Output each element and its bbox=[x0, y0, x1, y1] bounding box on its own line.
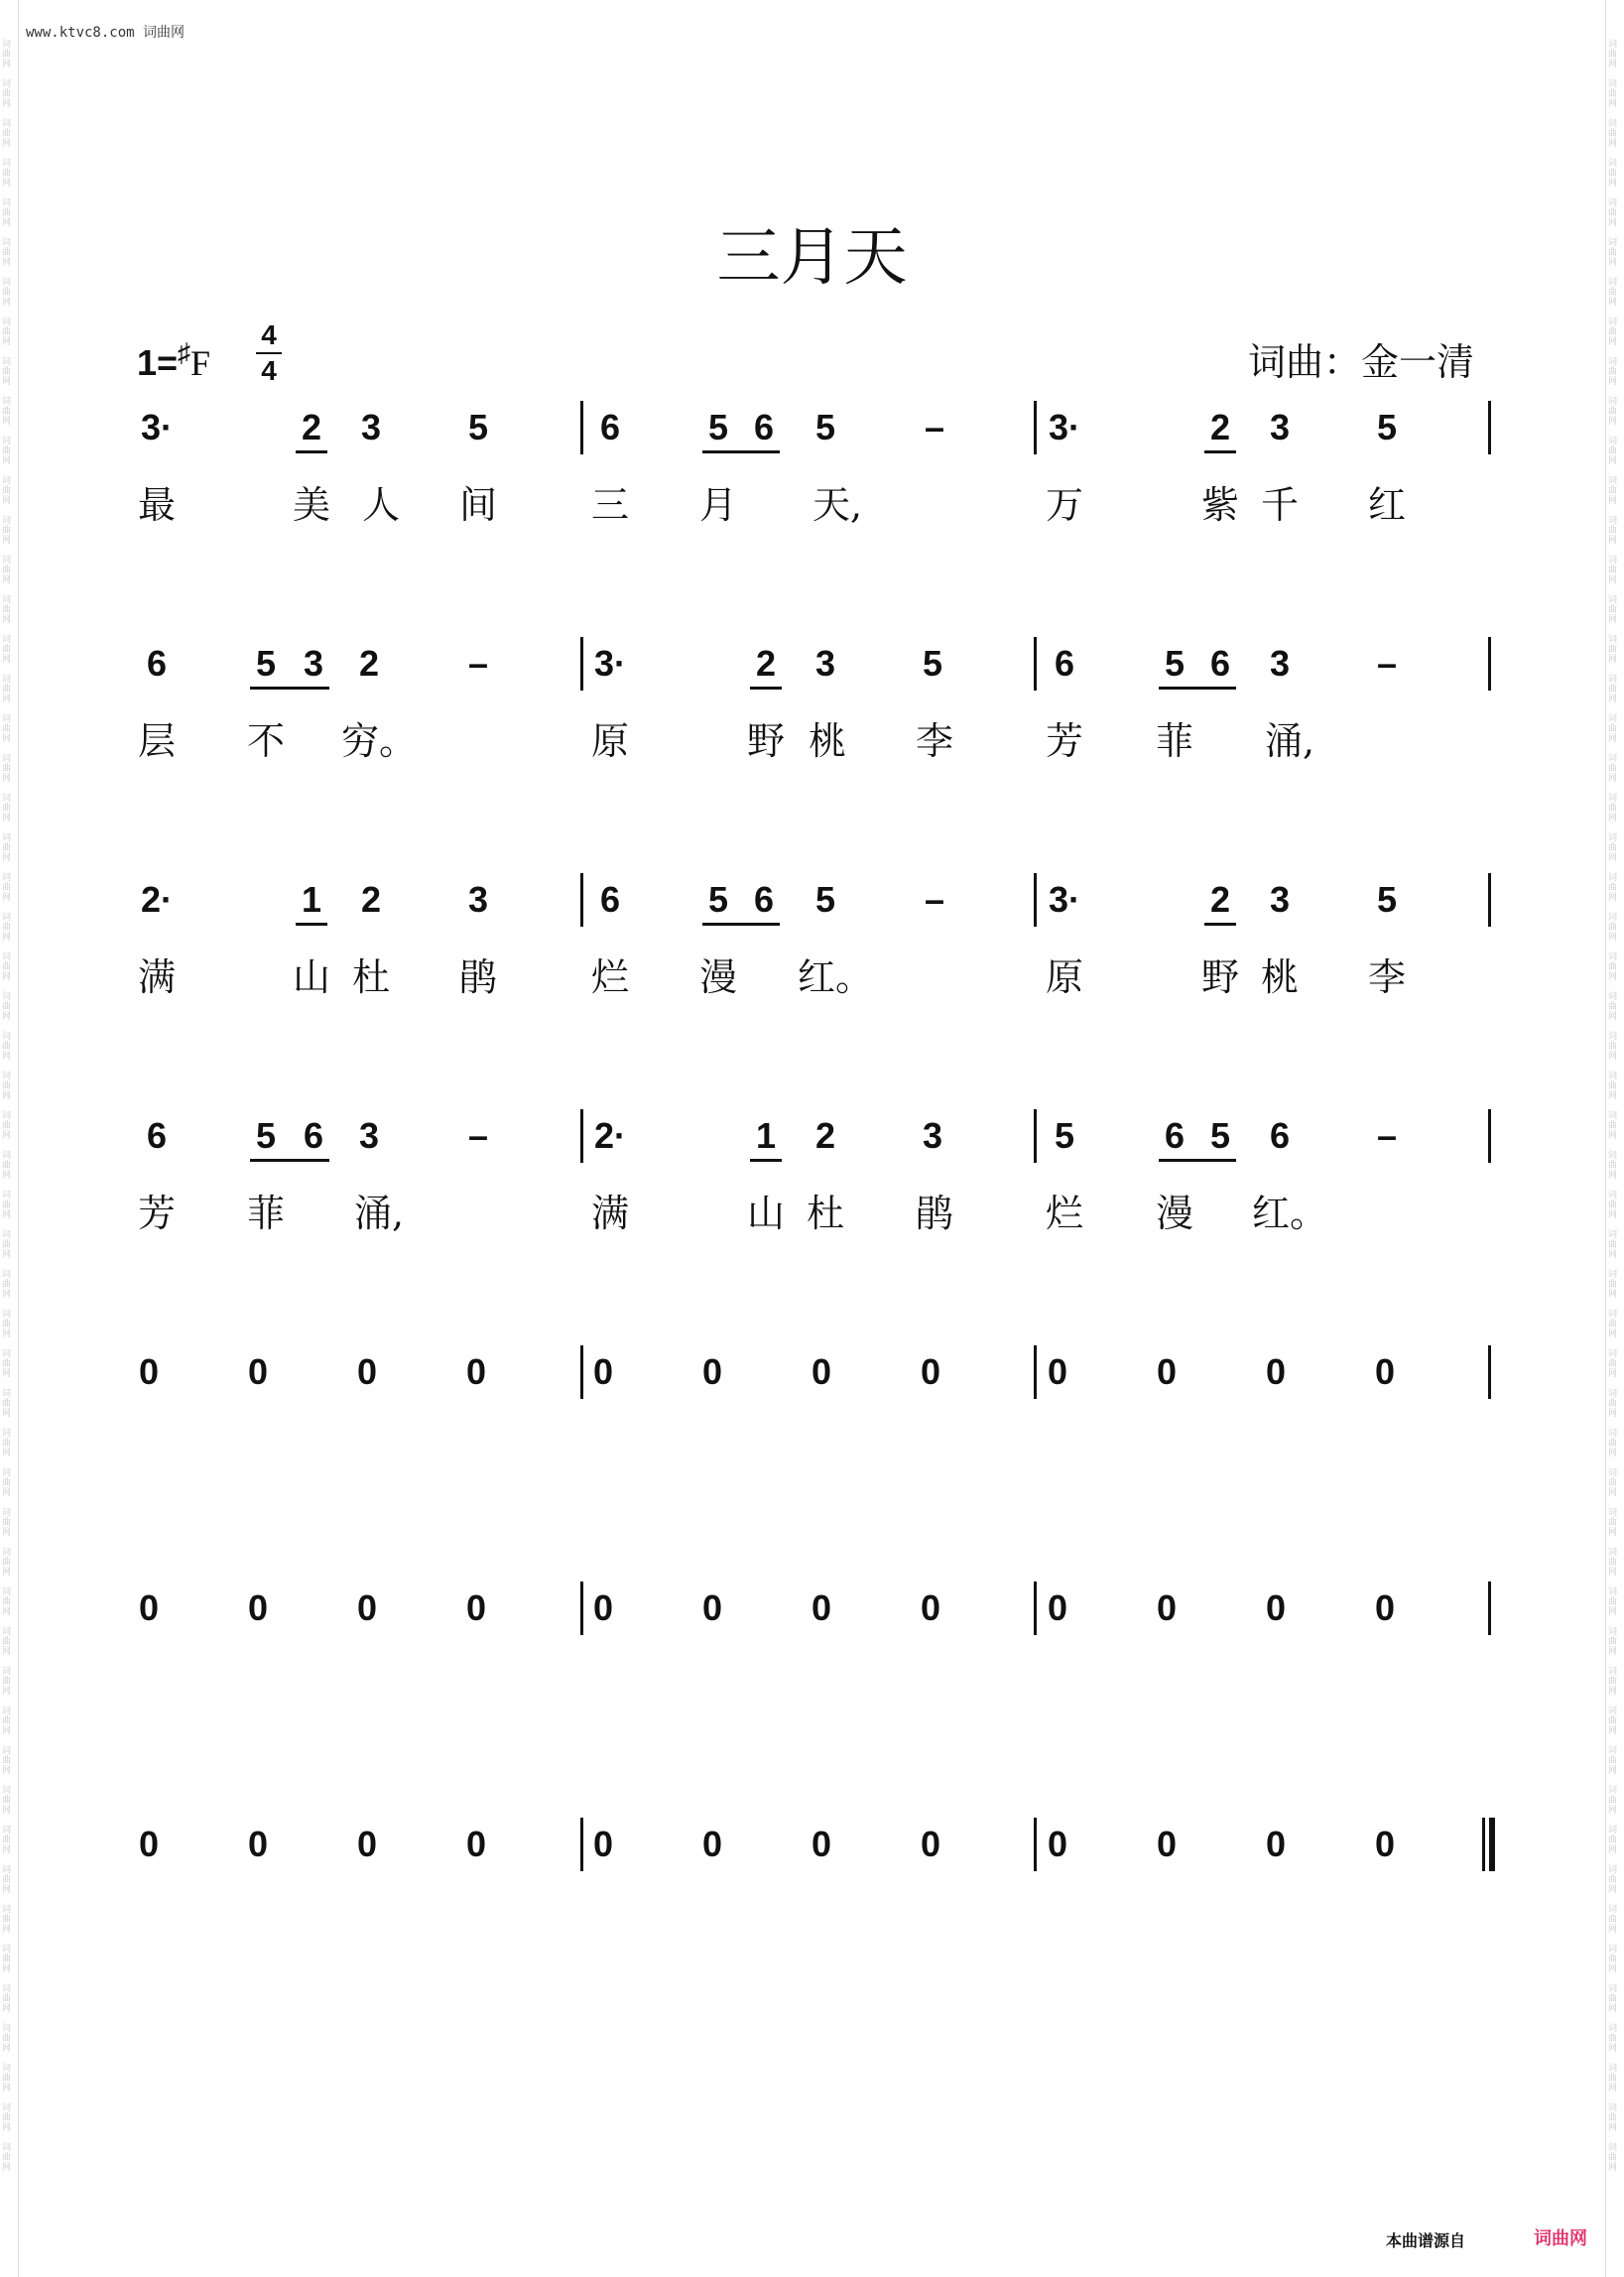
lyric-char: 李 bbox=[1367, 955, 1407, 999]
note: 0 bbox=[1374, 1351, 1396, 1392]
watermark-mark: 词曲网 bbox=[1608, 1865, 1618, 1895]
eighth-note-beam bbox=[250, 687, 329, 690]
eighth-note-beam bbox=[296, 450, 327, 453]
key-signature bbox=[137, 337, 210, 384]
note: 5 bbox=[922, 643, 943, 684]
note: 2 bbox=[755, 643, 777, 684]
watermark-mark: 词曲网 bbox=[2, 397, 12, 427]
watermark-mark: 词曲网 bbox=[1608, 119, 1618, 149]
note: 2 bbox=[358, 643, 380, 684]
note: 6 bbox=[1209, 643, 1231, 684]
lyric-char: 天, bbox=[812, 483, 863, 527]
note: 0 bbox=[356, 1824, 378, 1864]
watermark-mark: 词曲网 bbox=[1608, 1707, 1618, 1736]
note: 5 bbox=[467, 407, 489, 447]
watermark-mark: 词曲网 bbox=[2, 198, 12, 228]
watermark-mark: 词曲网 bbox=[1608, 1389, 1618, 1419]
watermark-mark: 词曲网 bbox=[2, 1945, 12, 1974]
lyric-char: 鹃 bbox=[458, 955, 498, 999]
lyric-char: 万 bbox=[1045, 483, 1084, 527]
watermark-mark: 词曲网 bbox=[1608, 1786, 1618, 1816]
right-margin-line bbox=[1605, 0, 1606, 2277]
watermark-mark: 词曲网 bbox=[2, 2024, 12, 2054]
note: 3 bbox=[1269, 643, 1291, 684]
watermark-mark: 词曲网 bbox=[1608, 595, 1618, 625]
watermark-mark: 词曲网 bbox=[1608, 2024, 1618, 2054]
footer-source-brand[interactable]: 词曲网 bbox=[1534, 2228, 1587, 2249]
lyric-char: 李 bbox=[915, 719, 954, 763]
watermark-mark: 词曲网 bbox=[2, 1111, 12, 1141]
sharp-icon: ♯ bbox=[178, 337, 191, 367]
barline bbox=[1488, 873, 1491, 927]
note: 2 bbox=[814, 1115, 836, 1156]
watermark-mark: 词曲网 bbox=[2, 992, 12, 1022]
lyric-char: 紫 bbox=[1200, 483, 1240, 527]
watermark-mark: 词曲网 bbox=[1608, 437, 1618, 466]
note: 3 bbox=[814, 643, 836, 684]
lyric-char: 芳 bbox=[1045, 719, 1084, 763]
note: 0 bbox=[1156, 1824, 1178, 1864]
watermark-mark: 词曲网 bbox=[2, 317, 12, 347]
watermark-mark: 词曲网 bbox=[2, 952, 12, 982]
note: 3 bbox=[1269, 879, 1291, 920]
watermark-mark: 词曲网 bbox=[1608, 1667, 1618, 1697]
note: 5 bbox=[1376, 879, 1398, 920]
time-signature bbox=[256, 319, 282, 387]
barline bbox=[1034, 1345, 1037, 1399]
note: 0 bbox=[811, 1351, 832, 1392]
barline bbox=[1488, 401, 1491, 454]
note: – bbox=[467, 643, 489, 684]
watermark-mark: 词曲网 bbox=[1608, 476, 1618, 506]
note: 0 bbox=[920, 1824, 941, 1864]
watermark-mark: 词曲网 bbox=[2, 476, 12, 506]
note: 6 bbox=[1269, 1115, 1291, 1156]
eighth-note-beam bbox=[1159, 1159, 1236, 1162]
note: – bbox=[1376, 643, 1398, 684]
note: 0 bbox=[1374, 1824, 1396, 1864]
note: 3· bbox=[1048, 879, 1081, 920]
watermark-mark: 词曲网 bbox=[1608, 1905, 1618, 1935]
watermark-mark: 词曲网 bbox=[2, 1826, 12, 1855]
watermark-mark: 词曲网 bbox=[1608, 317, 1618, 347]
watermark-mark: 词曲网 bbox=[1608, 1310, 1618, 1339]
watermark-mark: 词曲网 bbox=[2, 2064, 12, 2093]
watermark-mark: 词曲网 bbox=[1608, 238, 1618, 268]
note: 0 bbox=[247, 1824, 269, 1864]
watermark-mark: 词曲网 bbox=[2, 1786, 12, 1816]
note: 0 bbox=[465, 1587, 487, 1628]
watermark-mark: 词曲网 bbox=[1608, 159, 1618, 189]
note: 6 bbox=[753, 407, 775, 447]
composer-credit: 词曲：金一清 bbox=[1248, 340, 1475, 384]
note: 0 bbox=[1265, 1587, 1287, 1628]
note: 3 bbox=[360, 407, 382, 447]
barline bbox=[580, 401, 583, 454]
lyric-char: 穷。 bbox=[340, 719, 418, 763]
left-margin-line bbox=[18, 0, 19, 2277]
note: 6 bbox=[1054, 643, 1075, 684]
watermark-mark: 词曲网 bbox=[2, 238, 12, 268]
watermark-mark: 词曲网 bbox=[2, 1310, 12, 1339]
note: – bbox=[467, 1115, 489, 1156]
watermark-mark: 词曲网 bbox=[2, 278, 12, 308]
watermark-mark: 词曲网 bbox=[1608, 278, 1618, 308]
watermark-mark: 词曲网 bbox=[1608, 2143, 1618, 2173]
note: 5 bbox=[814, 879, 836, 920]
note: – bbox=[924, 879, 945, 920]
barline bbox=[1034, 1818, 1037, 1871]
note: 0 bbox=[701, 1587, 723, 1628]
note: 1 bbox=[301, 879, 322, 920]
watermark-mark: 词曲网 bbox=[1608, 1945, 1618, 1974]
lyric-char: 红。 bbox=[797, 955, 874, 999]
lyric-char: 满 bbox=[137, 955, 177, 999]
watermark-mark: 词曲网 bbox=[2, 40, 12, 69]
note: 0 bbox=[920, 1587, 941, 1628]
note: 5 bbox=[1376, 407, 1398, 447]
watermark-mark: 词曲网 bbox=[2, 1865, 12, 1895]
final-barline bbox=[1482, 1818, 1485, 1871]
footer-source-text: 本曲谱源自 bbox=[1386, 2231, 1466, 2250]
note: 5 bbox=[707, 879, 729, 920]
watermark-mark: 词曲网 bbox=[1608, 40, 1618, 69]
note: 3· bbox=[593, 643, 627, 684]
note: 5 bbox=[255, 1115, 277, 1156]
barline bbox=[1034, 401, 1037, 454]
watermark-mark: 词曲网 bbox=[1608, 1230, 1618, 1260]
watermark-mark: 词曲网 bbox=[1608, 1468, 1618, 1498]
barline bbox=[1488, 1345, 1491, 1399]
watermark-mark: 词曲网 bbox=[2, 1667, 12, 1697]
watermark-mark: 词曲网 bbox=[2, 675, 12, 704]
lyric-char: 不 bbox=[246, 719, 286, 763]
song-title: 三月天 bbox=[716, 221, 908, 295]
lyric-char: 月 bbox=[698, 483, 738, 527]
barline bbox=[1034, 873, 1037, 927]
lyric-char: 芳 bbox=[137, 1192, 177, 1235]
lyric-char: 原 bbox=[1045, 955, 1084, 999]
site-url[interactable]: www.ktvc8.com 词曲网 bbox=[26, 25, 186, 41]
watermark-mark: 词曲网 bbox=[2, 1984, 12, 2014]
watermark-mark: 词曲网 bbox=[2, 1230, 12, 1260]
note: 0 bbox=[1047, 1351, 1068, 1392]
watermark-mark: 词曲网 bbox=[1608, 913, 1618, 943]
note: 0 bbox=[1265, 1351, 1287, 1392]
note: 0 bbox=[465, 1824, 487, 1864]
barline bbox=[580, 873, 583, 927]
right-watermark-strip bbox=[1608, 40, 1622, 2222]
lyric-char: 野 bbox=[746, 719, 786, 763]
watermark-mark: 词曲网 bbox=[1608, 1349, 1618, 1379]
lyric-char: 红。 bbox=[1251, 1192, 1328, 1235]
note: 3· bbox=[140, 407, 174, 447]
note: 0 bbox=[247, 1587, 269, 1628]
barline bbox=[1034, 637, 1037, 691]
watermark-mark: 词曲网 bbox=[2, 1389, 12, 1419]
note: 0 bbox=[592, 1824, 614, 1864]
eighth-note-beam bbox=[702, 923, 780, 926]
lyric-char: 山 bbox=[292, 955, 331, 999]
watermark-mark: 词曲网 bbox=[2, 1707, 12, 1736]
watermark-mark: 词曲网 bbox=[1608, 1508, 1618, 1538]
final-barline-thick bbox=[1489, 1818, 1495, 1871]
barline bbox=[580, 1345, 583, 1399]
eighth-note-beam bbox=[1204, 923, 1236, 926]
watermark-mark: 词曲网 bbox=[2, 79, 12, 109]
watermark-mark: 词曲网 bbox=[2, 1508, 12, 1538]
watermark-mark: 词曲网 bbox=[2, 714, 12, 744]
note: 2 bbox=[1209, 879, 1231, 920]
lyric-char: 山 bbox=[746, 1192, 786, 1235]
watermark-mark: 词曲网 bbox=[1608, 1072, 1618, 1101]
watermark-mark: 词曲网 bbox=[1608, 1548, 1618, 1578]
note: 3 bbox=[1269, 407, 1291, 447]
watermark-mark: 词曲网 bbox=[1608, 714, 1618, 744]
note: 2· bbox=[140, 879, 174, 920]
note: 2 bbox=[1209, 407, 1231, 447]
lyric-char: 美 bbox=[292, 483, 331, 527]
note: 0 bbox=[138, 1824, 160, 1864]
watermark-mark: 词曲网 bbox=[1608, 754, 1618, 784]
watermark-mark: 词曲网 bbox=[2, 1429, 12, 1458]
watermark-mark: 词曲网 bbox=[1608, 556, 1618, 585]
watermark-mark: 词曲网 bbox=[2, 516, 12, 546]
lyric-char: 红 bbox=[1367, 483, 1407, 527]
watermark-mark: 词曲网 bbox=[1608, 952, 1618, 982]
watermark-mark: 词曲网 bbox=[2, 119, 12, 149]
watermark-mark: 词曲网 bbox=[1608, 675, 1618, 704]
watermark-mark: 词曲网 bbox=[1608, 516, 1618, 546]
note: 6 bbox=[146, 1115, 168, 1156]
note: 0 bbox=[138, 1587, 160, 1628]
note: 0 bbox=[701, 1351, 723, 1392]
watermark-mark: 词曲网 bbox=[2, 1349, 12, 1379]
note: 0 bbox=[592, 1587, 614, 1628]
barline bbox=[580, 1581, 583, 1635]
note: 3· bbox=[1048, 407, 1081, 447]
watermark-mark: 词曲网 bbox=[2, 357, 12, 387]
note: 0 bbox=[1265, 1824, 1287, 1864]
watermark-mark: 词曲网 bbox=[2, 1905, 12, 1935]
note: 2· bbox=[593, 1115, 627, 1156]
lyric-char: 原 bbox=[590, 719, 630, 763]
lyric-char: 三 bbox=[590, 483, 630, 527]
time-sig-divider bbox=[256, 352, 282, 354]
lyric-char: 满 bbox=[590, 1192, 630, 1235]
note: – bbox=[924, 407, 945, 447]
watermark-mark: 词曲网 bbox=[2, 754, 12, 784]
note: 2 bbox=[301, 407, 322, 447]
note: 5 bbox=[1054, 1115, 1075, 1156]
note: 0 bbox=[811, 1587, 832, 1628]
watermark-mark: 词曲网 bbox=[1608, 397, 1618, 427]
watermark-mark: 词曲网 bbox=[1608, 635, 1618, 665]
watermark-mark: 词曲网 bbox=[1608, 1191, 1618, 1220]
watermark-mark: 词曲网 bbox=[2, 159, 12, 189]
note: 6 bbox=[146, 643, 168, 684]
left-watermark-strip bbox=[2, 40, 16, 2222]
watermark-mark: 词曲网 bbox=[2, 1032, 12, 1062]
note: 0 bbox=[247, 1351, 269, 1392]
watermark-mark: 词曲网 bbox=[2, 1151, 12, 1181]
note: 5 bbox=[707, 407, 729, 447]
watermark-mark: 词曲网 bbox=[2, 1746, 12, 1776]
watermark-mark: 词曲网 bbox=[2, 437, 12, 466]
lyric-char: 烂 bbox=[1045, 1192, 1084, 1235]
note: 6 bbox=[599, 407, 621, 447]
eighth-note-beam bbox=[750, 687, 782, 690]
note: 0 bbox=[356, 1587, 378, 1628]
watermark-mark: 词曲网 bbox=[1608, 794, 1618, 823]
watermark-mark: 词曲网 bbox=[1608, 873, 1618, 903]
lyric-char: 漫 bbox=[698, 955, 738, 999]
key-prefix: 1= bbox=[137, 342, 179, 383]
barline bbox=[580, 637, 583, 691]
note: 0 bbox=[138, 1351, 160, 1392]
barline bbox=[1034, 1109, 1037, 1163]
note: 3 bbox=[922, 1115, 943, 1156]
watermark-mark: 词曲网 bbox=[1608, 198, 1618, 228]
watermark-mark: 词曲网 bbox=[2, 1548, 12, 1578]
note: 0 bbox=[1156, 1351, 1178, 1392]
key-note: F bbox=[190, 343, 211, 383]
watermark-mark: 词曲网 bbox=[1608, 1746, 1618, 1776]
note: 0 bbox=[1047, 1587, 1068, 1628]
watermark-mark: 词曲网 bbox=[1608, 1826, 1618, 1855]
watermark-mark: 词曲网 bbox=[1608, 1032, 1618, 1062]
watermark-mark: 词曲网 bbox=[2, 913, 12, 943]
note: 6 bbox=[599, 879, 621, 920]
lyric-char: 人 bbox=[361, 483, 401, 527]
note: – bbox=[1376, 1115, 1398, 1156]
note: 5 bbox=[1164, 643, 1186, 684]
lyric-char: 漫 bbox=[1155, 1192, 1194, 1235]
watermark-mark: 词曲网 bbox=[1608, 1429, 1618, 1458]
lyric-char: 千 bbox=[1260, 483, 1300, 527]
lyric-char: 涌, bbox=[353, 1192, 405, 1235]
note: 0 bbox=[811, 1824, 832, 1864]
lyric-char: 野 bbox=[1200, 955, 1240, 999]
barline bbox=[580, 1818, 583, 1871]
lyric-char: 杜 bbox=[351, 955, 391, 999]
watermark-mark: 词曲网 bbox=[1608, 992, 1618, 1022]
note: 5 bbox=[814, 407, 836, 447]
watermark-mark: 词曲网 bbox=[2, 556, 12, 585]
note: 0 bbox=[920, 1351, 941, 1392]
lyric-char: 鹃 bbox=[915, 1192, 954, 1235]
watermark-mark: 词曲网 bbox=[1608, 2103, 1618, 2133]
note: 3 bbox=[467, 879, 489, 920]
note: 0 bbox=[465, 1351, 487, 1392]
watermark-mark: 词曲网 bbox=[1608, 1984, 1618, 2014]
watermark-mark: 词曲网 bbox=[1608, 79, 1618, 109]
eighth-note-beam bbox=[1204, 450, 1236, 453]
lyric-char: 最 bbox=[137, 483, 177, 527]
note: 1 bbox=[755, 1115, 777, 1156]
note: 6 bbox=[753, 879, 775, 920]
watermark-mark: 词曲网 bbox=[2, 595, 12, 625]
watermark-mark: 词曲网 bbox=[1608, 1270, 1618, 1300]
eighth-note-beam bbox=[1159, 687, 1236, 690]
watermark-mark: 词曲网 bbox=[1608, 833, 1618, 863]
watermark-mark: 词曲网 bbox=[2, 794, 12, 823]
note: 6 bbox=[303, 1115, 324, 1156]
lyric-char: 桃 bbox=[808, 719, 847, 763]
watermark-mark: 词曲网 bbox=[2, 1587, 12, 1617]
time-sig-top: 4 bbox=[261, 319, 277, 350]
barline bbox=[580, 1109, 583, 1163]
note: 0 bbox=[1047, 1824, 1068, 1864]
note: 0 bbox=[592, 1351, 614, 1392]
watermark-mark: 词曲网 bbox=[2, 635, 12, 665]
lyric-char: 层 bbox=[137, 719, 177, 763]
note: 3 bbox=[358, 1115, 380, 1156]
eighth-note-beam bbox=[296, 923, 327, 926]
barline bbox=[1488, 1581, 1491, 1635]
note: 0 bbox=[701, 1824, 723, 1864]
lyric-char: 间 bbox=[458, 483, 498, 527]
note: 5 bbox=[1209, 1115, 1231, 1156]
lyric-char: 烂 bbox=[590, 955, 630, 999]
watermark-mark: 词曲网 bbox=[1608, 1111, 1618, 1141]
watermark-mark: 词曲网 bbox=[2, 1627, 12, 1657]
note: 0 bbox=[1156, 1587, 1178, 1628]
barline bbox=[1034, 1581, 1037, 1635]
barline bbox=[1488, 1109, 1491, 1163]
watermark-mark: 词曲网 bbox=[2, 1468, 12, 1498]
watermark-mark: 词曲网 bbox=[2, 833, 12, 863]
note: 3 bbox=[303, 643, 324, 684]
note: 2 bbox=[360, 879, 382, 920]
watermark-mark: 词曲网 bbox=[2, 1270, 12, 1300]
eighth-note-beam bbox=[702, 450, 780, 453]
watermark-mark: 词曲网 bbox=[1608, 1151, 1618, 1181]
lyric-char: 杜 bbox=[806, 1192, 845, 1235]
note: 6 bbox=[1164, 1115, 1186, 1156]
note: 5 bbox=[255, 643, 277, 684]
note: 0 bbox=[356, 1351, 378, 1392]
watermark-mark: 词曲网 bbox=[1608, 1587, 1618, 1617]
watermark-mark: 词曲网 bbox=[1608, 357, 1618, 387]
watermark-mark: 词曲网 bbox=[2, 1191, 12, 1220]
eighth-note-beam bbox=[750, 1159, 782, 1162]
watermark-mark: 词曲网 bbox=[2, 2143, 12, 2173]
eighth-note-beam bbox=[250, 1159, 329, 1162]
watermark-mark: 词曲网 bbox=[2, 1072, 12, 1101]
lyric-char: 涌, bbox=[1264, 719, 1315, 763]
barline bbox=[1488, 637, 1491, 691]
watermark-mark: 词曲网 bbox=[1608, 2064, 1618, 2093]
time-sig-bottom: 4 bbox=[261, 355, 277, 386]
lyric-char: 桃 bbox=[1260, 955, 1300, 999]
lyric-char: 菲 bbox=[1155, 719, 1194, 763]
lyric-char: 菲 bbox=[246, 1192, 286, 1235]
note: 0 bbox=[1374, 1587, 1396, 1628]
watermark-mark: 词曲网 bbox=[1608, 1627, 1618, 1657]
watermark-mark: 词曲网 bbox=[2, 873, 12, 903]
watermark-mark: 词曲网 bbox=[2, 2103, 12, 2133]
